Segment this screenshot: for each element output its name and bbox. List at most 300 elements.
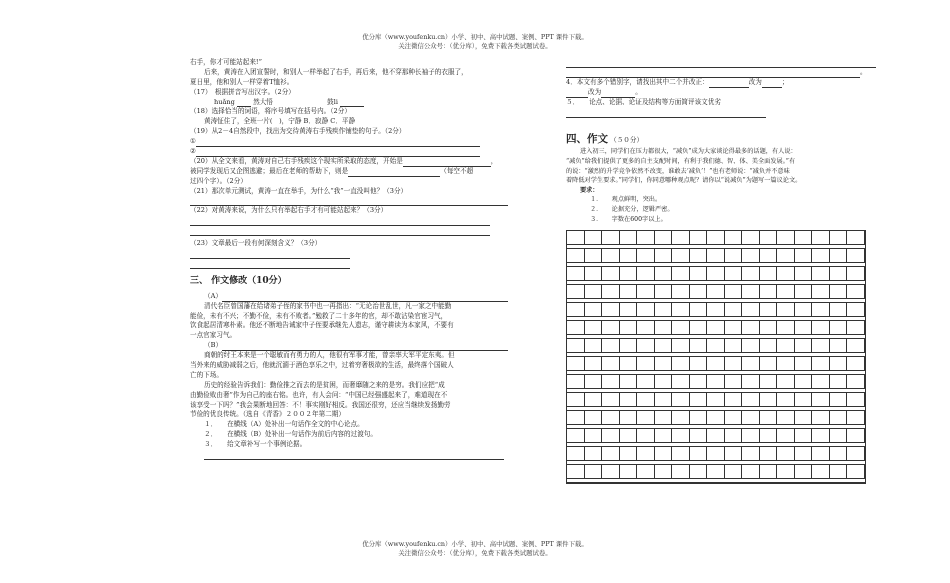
grid-cell[interactable] [760,375,778,389]
grid-cell[interactable] [777,375,795,389]
answer-line[interactable] [190,196,508,206]
grid-cell[interactable] [707,231,725,245]
essay-paragraph-a: 清代名臣曾国藩在给诸弟子侄的家书中也一再指出：“无论治世乱世，凡一家之中能勤 [204,301,452,310]
grid-cell[interactable] [830,231,848,245]
grid-cell[interactable] [602,249,620,263]
grid-cell[interactable] [725,375,743,389]
grid-cell[interactable] [760,267,778,281]
grid-cell[interactable] [812,375,830,389]
grid-cell[interactable] [742,339,760,353]
grid-cell[interactable] [707,393,725,407]
grid-cell[interactable] [795,231,813,245]
grid-cell[interactable] [812,357,830,371]
essay-paragraph-c-cont: 该享受一下吗？”我会果断地回答：不！事实刚好相反。我国还很穷，还应当继续发扬勤劳 [190,400,451,409]
grid-cell[interactable] [742,393,760,407]
answer-blank[interactable] [709,79,749,88]
grid-cell[interactable] [620,231,638,245]
grid-cell[interactable] [585,285,603,299]
grid-cell[interactable] [672,231,690,245]
grid-cell[interactable] [795,411,813,425]
grid-cell[interactable] [672,465,690,479]
question-19-answer-1: ① [190,137,520,147]
grid-cell[interactable] [602,375,620,389]
grid-cell[interactable] [620,429,638,443]
grid-cell[interactable] [777,429,795,443]
grid-cell[interactable] [760,339,778,353]
grid-cell[interactable] [690,429,708,443]
grid-cell[interactable] [830,321,848,335]
grid-cell[interactable] [795,321,813,335]
grid-cell[interactable] [585,267,603,281]
grid-cell[interactable] [567,429,585,443]
grid-cell[interactable] [760,429,778,443]
grid-cell[interactable] [567,339,585,353]
grid-cell[interactable] [690,249,708,263]
grid-cell[interactable] [585,429,603,443]
grid-cell[interactable] [777,339,795,353]
grid-cell[interactable] [812,249,830,263]
question-17-items: huǎng 然大悟 鼓li [190,98,520,108]
grid-cell[interactable] [585,303,603,317]
grid-cell[interactable] [655,465,673,479]
essay-prompt: 进入初三，同学们在压力都很大，“减负”成为大家谈论得最多的话题，有人说： “减负”给我们提供了更多的自主支配时间，有利于我们德、智、体、美全面发展。”有 的说：“激烈的升学竞争依然不改变，谁敢去‘减负’！”也有老师说：“减负并不意味 着降低对学生要求。”同学们，你同意哪种观点呢？请你以“说减负”为题写一篇议论文。 要求： １． 观点鲜明，突出。 ２． 论据充分，逻辑严密。 ３． 字数在600字以上。 [566,148,802,223]
grid-cell[interactable] [847,231,865,245]
grid-cell[interactable] [777,465,795,479]
grid-cell[interactable] [830,429,848,443]
grid-cell[interactable] [812,339,830,353]
grid-cell[interactable] [725,393,743,407]
task-1: １． 在横线（A）处补出一句话作全文的中心论点。 [204,420,364,429]
grid-cell[interactable] [602,465,620,479]
question-23: （23）文章最后一段有何深刻含义？（3分） [190,239,322,248]
grid-cell[interactable] [847,303,865,317]
question-4-cont: 改为 。 [566,88,886,98]
grid-cell[interactable] [567,357,585,371]
answer-line[interactable] [204,450,504,460]
grid-cell[interactable] [795,357,813,371]
grid-cell[interactable] [672,375,690,389]
grid-cell[interactable] [637,339,655,353]
grid-cell[interactable] [812,411,830,425]
grid-cell[interactable] [830,249,848,263]
grid-cell[interactable] [602,357,620,371]
grid-cell[interactable] [672,249,690,263]
grid-cell[interactable] [672,267,690,281]
essay-paragraph-b: 商朝的纣王本来是一个聪敏而有勇力的人，他很有军事才能，曾亲率大军平定东夷。但 [204,351,455,360]
grid-cell[interactable] [777,303,795,317]
essay-paragraph-c-cont: 节俭的优良传统。（选自《青香》２００２年第二期） [190,410,345,419]
grid-cell[interactable] [567,267,585,281]
answer-line[interactable] [190,259,350,269]
essay-paragraph-c-cont: 由勤俭败由奢”作为自己的座右铭。也许，有人会问：“中国已经强盛起来了，难道现在不 [190,390,448,399]
grid-cell[interactable] [812,447,830,461]
question-19-answer-2: ② [190,147,520,157]
grid-cell[interactable] [795,447,813,461]
grid-cell[interactable] [620,411,638,425]
grid-cell[interactable] [812,429,830,443]
grid-cell[interactable] [637,411,655,425]
grid-cell[interactable] [655,303,673,317]
grid-cell[interactable] [655,285,673,299]
grid-cell[interactable] [707,465,725,479]
grid-cell[interactable] [760,303,778,317]
grid-cell[interactable] [795,267,813,281]
grid-cell[interactable] [637,375,655,389]
grid-cell[interactable] [637,357,655,371]
question-20: （20）从全文来看，黄涛对自己右手残疾这个现实所采取的态度，开始是 ， [190,156,498,165]
grid-cell[interactable] [637,267,655,281]
question-18: （18）选择恰当的词语，将序号填写在括号内。（2分） [190,107,351,116]
grid-cell[interactable] [672,429,690,443]
grid-cell[interactable] [707,357,725,371]
grid-cell[interactable] [847,393,865,407]
grid-cell[interactable] [742,447,760,461]
grid-cell[interactable] [707,375,725,389]
grid-cell[interactable] [812,303,830,317]
grid-cell[interactable] [690,465,708,479]
grid-cell[interactable] [742,321,760,335]
grid-cell[interactable] [602,429,620,443]
grid-cell[interactable] [690,321,708,335]
grid-cell[interactable] [777,267,795,281]
grid-cell[interactable] [567,249,585,263]
answer-blank[interactable] [348,168,440,177]
grid-cell[interactable] [795,393,813,407]
grid-cell[interactable] [637,249,655,263]
answer-line[interactable] [222,293,508,302]
task-3: ３． 给文章补写一个事例论据。 [204,440,307,449]
answer-blank[interactable] [403,158,491,167]
grid-cell[interactable] [725,321,743,335]
grid-cell[interactable] [567,393,585,407]
grid-cell[interactable] [777,231,795,245]
grid-cell[interactable] [830,303,848,317]
grid-cell[interactable] [742,303,760,317]
grid-cell[interactable] [690,393,708,407]
grid-cell[interactable] [847,267,865,281]
question-4: 4．本文有多个错别字，请找出其中二个并改正： 改为 ； [566,77,789,86]
grid-cell[interactable] [725,357,743,371]
grid-cell[interactable] [725,231,743,245]
grid-cell[interactable] [620,357,638,371]
grid-cell[interactable] [742,267,760,281]
grid-cell[interactable] [812,267,830,281]
grid-cell[interactable] [585,357,603,371]
grid-cell[interactable] [847,285,865,299]
grid-cell[interactable] [795,375,813,389]
grid-cell[interactable] [847,465,865,479]
grid-cell[interactable] [655,321,673,335]
grid-cell[interactable] [620,447,638,461]
answer-line[interactable] [222,342,508,351]
grid-cell[interactable] [620,249,638,263]
grid-cell[interactable] [655,429,673,443]
grid-cell[interactable] [585,249,603,263]
grid-cell[interactable] [672,303,690,317]
grid-cell[interactable] [707,411,725,425]
grid-cell[interactable] [655,447,673,461]
grid-cell[interactable] [742,357,760,371]
grid-cell[interactable] [655,411,673,425]
grid-cell[interactable] [760,231,778,245]
page-header [0,33,950,51]
grid-cell[interactable] [725,249,743,263]
grid-cell[interactable] [777,321,795,335]
answer-blank[interactable] [762,79,782,88]
grid-cell[interactable] [760,465,778,479]
passage-paragraph-cont: 夏日里，他和别人一样穿着T恤衫。 [190,77,294,86]
grid-cell[interactable] [725,429,743,443]
grid-cell[interactable] [690,231,708,245]
grid-cell[interactable] [742,375,760,389]
grid-cell[interactable] [567,465,585,479]
section-4-title: 四、作文 （５０分） [566,132,644,145]
grid-cell[interactable] [672,357,690,371]
task-2: ２． 在横线（B）处补出一句话作为前后内容的过渡句。 [204,430,377,439]
grid-cell[interactable] [830,375,848,389]
grid-cell[interactable] [690,303,708,317]
grid-cell[interactable] [585,231,603,245]
answer-line[interactable] [566,69,860,78]
right-column [566,58,886,484]
grid-cell[interactable] [672,411,690,425]
grid-cell[interactable] [830,393,848,407]
grid-cell[interactable] [567,231,585,245]
grid-cell[interactable] [742,411,760,425]
grid-cell[interactable] [620,375,638,389]
essay-paragraph-a-cont: 能俭，未有不兴；不勤不俭，未有不败者。”勉救了二十多年的官，却不敢沾染官宦习气， [190,311,448,320]
grid-cell[interactable] [690,447,708,461]
grid-cell[interactable] [760,447,778,461]
grid-cell[interactable] [567,411,585,425]
grid-cell[interactable] [707,249,725,263]
grid-cell[interactable] [830,357,848,371]
grid-cell[interactable] [847,249,865,263]
grid-cell[interactable] [725,447,743,461]
grid-cell[interactable] [655,357,673,371]
grid-cell[interactable] [655,231,673,245]
grid-cell[interactable] [602,303,620,317]
grid-row-gap [567,479,865,483]
grid-cell[interactable] [795,429,813,443]
grid-cell[interactable] [567,375,585,389]
grid-cell[interactable] [620,393,638,407]
grid-cell[interactable] [830,267,848,281]
grid-cell[interactable] [602,321,620,335]
grid-cell[interactable] [760,249,778,263]
blank-b: （B） [190,341,520,351]
essay-writing-grid[interactable] [566,230,866,484]
grid-cell[interactable] [725,465,743,479]
grid-cell[interactable] [602,285,620,299]
essay-paragraph-a-cont: 饮食起居清寒朴素。他还不断地告诫家中子侄要承继先人遗志，谨守耕读为本家风，不要有 [190,321,454,330]
grid-cell[interactable] [655,267,673,281]
grid-cell[interactable] [812,321,830,335]
answer-line[interactable] [190,226,490,236]
question-22: （22）对黄涛来说，为什么只有举起右手才有可能站起来？（3分） [190,206,388,215]
grid-cell[interactable] [585,465,603,479]
grid-cell[interactable] [672,393,690,407]
grid-cell[interactable] [847,321,865,335]
grid-cell[interactable] [637,285,655,299]
grid-cell[interactable] [777,447,795,461]
grid-cell[interactable] [585,411,603,425]
grid-cell[interactable] [602,411,620,425]
essay-paragraph-a-cont: 一点官家习气。 [190,331,237,340]
grid-cell[interactable] [795,285,813,299]
grid-cell[interactable] [847,339,865,353]
essay-paragraph-c: 历史的经验告诉我们：勤俭推之而去的是贫困，而奢靡随之来的是穷。我们应把“成 [204,380,445,389]
grid-cell[interactable] [777,411,795,425]
grid-cell[interactable] [637,447,655,461]
grid-cell[interactable] [812,231,830,245]
grid-cell[interactable] [760,321,778,335]
grid-cell[interactable] [602,393,620,407]
answer-line-end: 。 [566,68,886,78]
grid-cell[interactable] [725,267,743,281]
grid-cell[interactable] [707,321,725,335]
grid-cell[interactable] [742,465,760,479]
grid-cell[interactable] [690,267,708,281]
grid-cell[interactable] [655,249,673,263]
grid-cell[interactable] [567,303,585,317]
grid-cell[interactable] [760,411,778,425]
grid-cell[interactable] [742,231,760,245]
grid-cell[interactable] [690,411,708,425]
grid-cell[interactable] [690,285,708,299]
grid-cell[interactable] [672,339,690,353]
grid-cell[interactable] [637,231,655,245]
grid-cell[interactable] [795,249,813,263]
grid-cell[interactable] [742,429,760,443]
grid-cell[interactable] [830,339,848,353]
grid-cell[interactable] [567,321,585,335]
section-3-title: 三、 作文修改（10分） [190,276,287,287]
grid-cell[interactable] [690,375,708,389]
question-21: （21）那次单元测试，黄涛一直在举手，为什么“我”一直没叫他？（3分） [190,186,408,195]
grid-cell[interactable] [725,339,743,353]
grid-cell[interactable] [637,393,655,407]
grid-cell[interactable] [585,375,603,389]
grid-cell[interactable] [690,357,708,371]
grid-cell[interactable] [830,285,848,299]
grid-cell[interactable] [672,447,690,461]
grid-cell[interactable] [725,303,743,317]
grid-cell[interactable] [707,285,725,299]
answer-line[interactable] [196,138,480,147]
grid-cell[interactable] [620,339,638,353]
grid-cell[interactable] [620,465,638,479]
grid-cell[interactable] [655,339,673,353]
grid-cell[interactable] [707,339,725,353]
grid-cell[interactable] [620,267,638,281]
answer-blank[interactable] [601,89,635,98]
grid-cell[interactable] [637,429,655,443]
grid-cell[interactable] [830,465,848,479]
grid-cell[interactable] [812,285,830,299]
answer-line[interactable] [566,58,876,68]
grid-cell[interactable] [637,321,655,335]
grid-cell[interactable] [620,285,638,299]
grid-cell[interactable] [602,267,620,281]
grid-cell[interactable] [777,393,795,407]
grid-cell[interactable] [602,339,620,353]
grid-cell[interactable] [847,375,865,389]
grid-cell[interactable] [777,249,795,263]
answer-blank[interactable] [566,89,588,98]
grid-cell[interactable] [725,285,743,299]
grid-cell[interactable] [672,285,690,299]
grid-cell[interactable] [585,339,603,353]
grid-cell[interactable] [777,357,795,371]
answer-line[interactable] [190,249,350,259]
grid-cell[interactable] [760,393,778,407]
grid-cell[interactable] [760,357,778,371]
footer-line-1: 优分库（www.youfenku.cn）小学、初中、高中试题、案例、PPT 课件下载。 [362,540,588,548]
grid-cell[interactable] [812,393,830,407]
grid-cell[interactable] [655,375,673,389]
passage-paragraph: 后来，黄涛在入团宣誓时，和别人一样举起了右手，再后来，他不穿那种长袖子的衣服了， [204,67,468,76]
question-18-options: 黄涛怔住了，全班一片( )，宁静 B．寂静 C．平静 [204,117,356,126]
grid-cell[interactable] [637,303,655,317]
grid-cell[interactable] [602,231,620,245]
grid-cell[interactable] [707,447,725,461]
grid-cell[interactable] [707,303,725,317]
grid-cell[interactable] [777,285,795,299]
grid-cell[interactable] [725,411,743,425]
answer-line[interactable] [196,148,480,157]
grid-cell[interactable] [707,429,725,443]
grid-cell[interactable] [690,339,708,353]
essay-paragraph-b-cont: 亡的下场。 [190,370,223,379]
grid-cell[interactable] [742,285,760,299]
grid-cell[interactable] [637,465,655,479]
passage-end: 右手，你才可能站起来!” [190,58,262,66]
answer-line[interactable] [566,108,766,118]
grid-cell[interactable] [760,285,778,299]
left-column [190,58,520,460]
grid-cell[interactable] [795,339,813,353]
answer-line[interactable] [190,216,490,226]
grid-cell[interactable] [707,267,725,281]
header-line-1: 优分库（www.youfenku.cn）小学、初中、高中试题、案例、PPT 课件下载。 [362,33,588,41]
grid-cell[interactable] [795,465,813,479]
grid-cell[interactable] [655,393,673,407]
grid-cell[interactable] [830,447,848,461]
grid-cell[interactable] [795,303,813,317]
question-5: ５． 论点、论据、论证及结构等方面简评该文优劣 [566,97,721,106]
grid-cell[interactable] [847,429,865,443]
grid-cell[interactable] [567,285,585,299]
grid-cell[interactable] [585,393,603,407]
grid-cell[interactable] [602,447,620,461]
grid-cell[interactable] [585,321,603,335]
grid-cell[interactable] [847,357,865,371]
grid-cell[interactable] [620,321,638,335]
question-17: （17） 根据拼音写出汉字。（2分） [190,87,295,96]
grid-cell[interactable] [830,411,848,425]
grid-cell[interactable] [812,465,830,479]
question-20-cont: 被同学发现后又企图逃避；最后在老师的帮助下，则是 （每空不超 [190,166,474,175]
grid-cell[interactable] [847,447,865,461]
grid-cell[interactable] [620,303,638,317]
grid-cell[interactable] [585,447,603,461]
grid-cell[interactable] [847,411,865,425]
grid-cell[interactable] [672,321,690,335]
grid-cell[interactable] [742,249,760,263]
grid-cell[interactable] [567,447,585,461]
footer-line-2: 关注微信公众号：（优分库），免费下载各类试题试卷。 [398,548,552,557]
